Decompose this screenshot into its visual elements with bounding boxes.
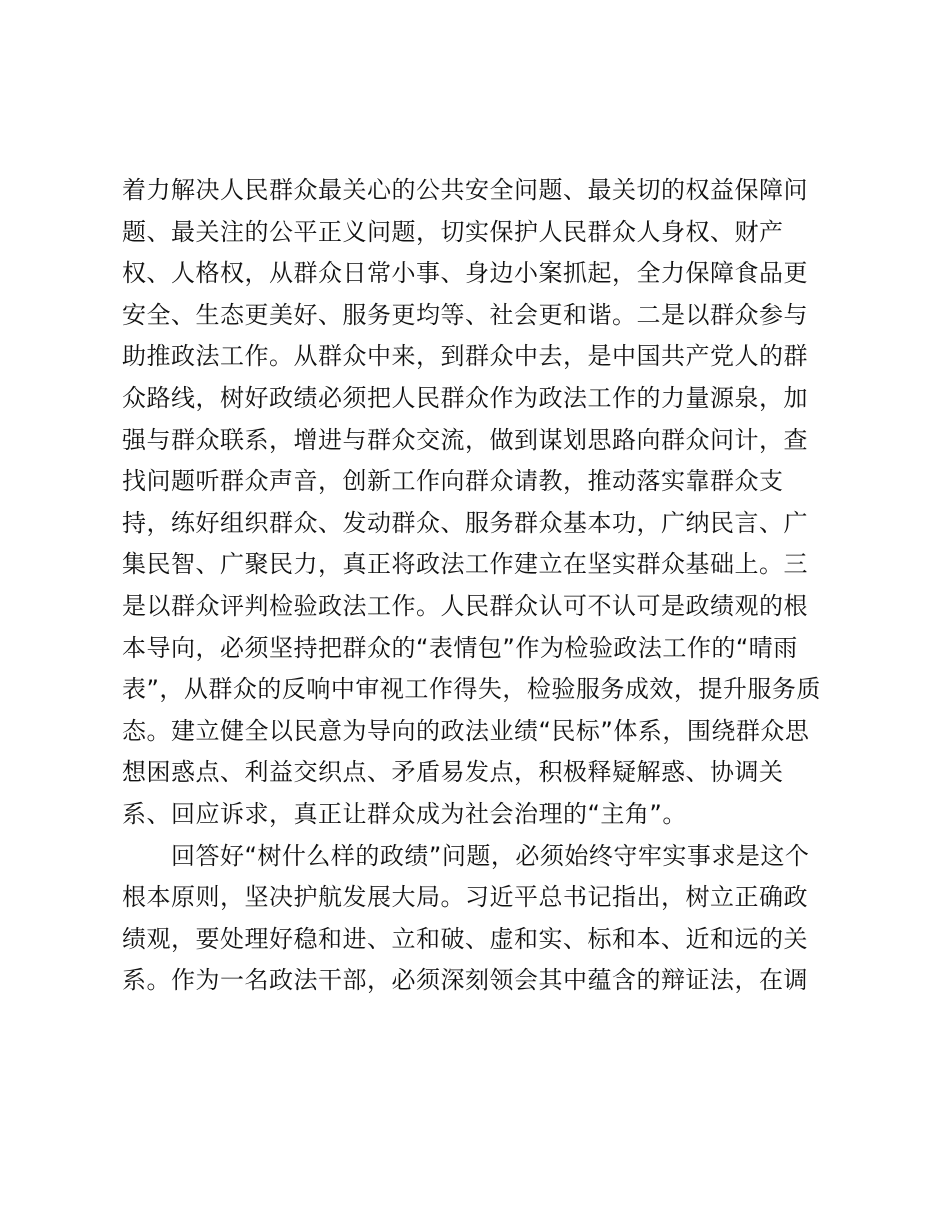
text-line: 回答好“树什么样的政绩”问题，必须始终守牢实事求是这个	[122, 841, 810, 870]
body-text	[122, 170, 842, 1002]
text-line: 权、人格权，从群众日常小事、身边小案抓起，全力保障食品更	[122, 259, 808, 288]
text-line: 表”，从群众的反响中审视工作得失，检验服务成效，提升服务质	[122, 675, 821, 704]
text-line: 众路线，树好政绩必须把人民群众作为政法工作的力量源泉，加	[122, 383, 808, 412]
text-line: 想困惑点、利益交织点、矛盾易发点，积极释疑解惑、协调关	[122, 758, 784, 787]
text-line: 系、回应诉求，真正让群众成为社会治理的“主角”。	[122, 799, 687, 828]
text-line: 集民智、广聚民力，真正将政法工作建立在坚实群众基础上。三	[122, 550, 808, 579]
text-line: 根本原则，坚决护航发展大局。习近平总书记指出，树立正确政	[122, 883, 808, 912]
text-line: 找问题听群众声音，创新工作向群众请教，推动落实靠群众支	[122, 467, 784, 496]
text-line: 强与群众联系，增进与群众交流，做到谋划思路向群众问计，查	[122, 425, 808, 454]
text-line: 题、最关注的公平正义问题，切实保护人民群众人身权、财产	[122, 217, 784, 246]
text-line: 持，练好组织群众、发动群众、服务群众基本功，广纳民言、广	[122, 508, 808, 537]
text-line: 本导向，必须坚持把群众的“表情包”作为检验政法工作的“晴雨	[122, 633, 798, 662]
text-line: 着力解决人民群众最关心的公共安全问题、最关切的权益保障问	[122, 176, 808, 204]
text-line: 系。作为一名政法干部，必须深刻领会其中蕴含的辩证法，在调	[122, 966, 808, 995]
text-line: 助推政法工作。从群众中来，到群众中去，是中国共产党人的群	[122, 342, 808, 371]
text-line: 绩观，要处理好稳和进、立和破、虚和实、标和本、近和远的关	[122, 924, 808, 953]
text-line: 安全、生态更美好、服务更均等、社会更和谐。二是以群众参与	[122, 300, 808, 329]
text-line: 是以群众评判检验政法工作。人民群众认可不认可是政绩观的根	[122, 591, 808, 620]
text-line: 态。建立健全以民意为导向的政法业绩“民标”体系，围绕群众思	[122, 716, 810, 745]
